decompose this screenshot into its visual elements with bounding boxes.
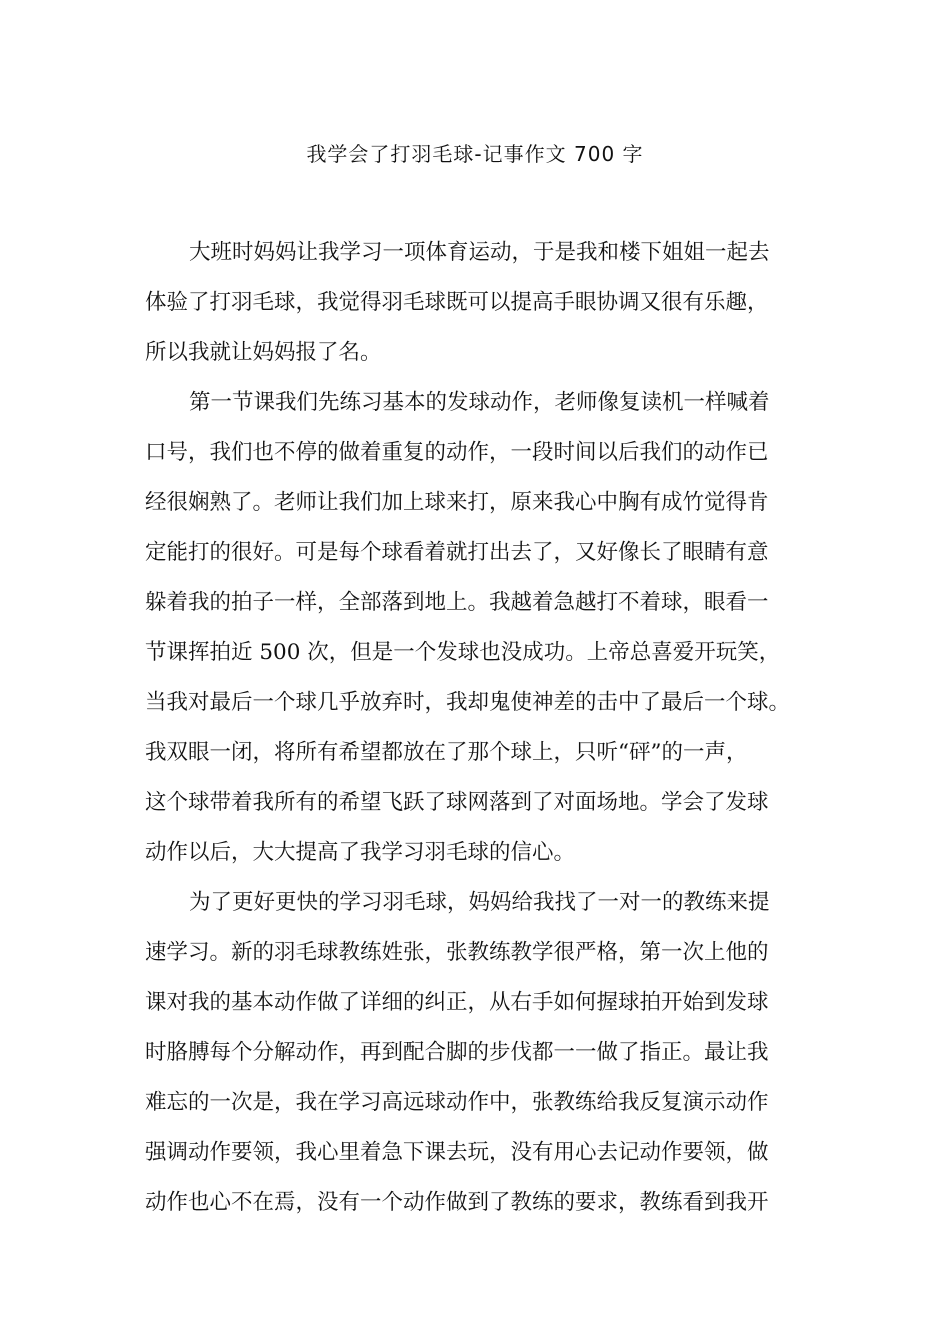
text-line: 为了更好更快的学习羽毛球，妈妈给我找了一对一的教练来提	[189, 890, 770, 915]
text-line: 时胳膊每个分解动作，再到配合脚的步伐都一一做了指正。最让我	[145, 1040, 769, 1065]
text-line: 强调动作要领，我心里着急下课去玩，没有用心去记动作要领，做	[145, 1140, 769, 1165]
text-line: 大班时妈妈让我学习一项体育运动，于是我和楼下姐姐一起去	[189, 240, 770, 265]
text-line: 难忘的一次是，我在学习高远球动作中，张教练给我反复演示动作	[145, 1090, 769, 1115]
text-line: 动作也心不在焉，没有一个动作做到了教练的要求，教练看到我开	[145, 1190, 769, 1215]
text-line: 口号，我们也不停的做着重复的动作，一段时间以后我们的动作已	[145, 440, 769, 465]
text-line: 定能打的很好。可是每个球看着就打出去了，又好像长了眼睛有意	[145, 540, 769, 565]
text-line: 躲着我的拍子一样，全部落到地上。我越着急越打不着球，眼看一	[145, 590, 769, 615]
text-line: 经很娴熟了。老师让我们加上球来打，原来我心中胸有成竹觉得肯	[145, 490, 769, 515]
text-line: 课对我的基本动作做了详细的纠正，从右手如何握球拍开始到发球	[145, 990, 769, 1015]
text-line: 我双眼一闭，将所有希望都放在了那个球上，只听“砰”的一声，	[145, 740, 748, 765]
text-line: 节课挥拍近 500 次，但是一个发球也没成功。上帝总喜爱开玩笑，	[145, 640, 781, 665]
text-line: 动作以后，大大提高了我学习羽毛球的信心。	[145, 840, 576, 865]
text-line: 所以我就让妈妈报了名。	[145, 340, 382, 365]
text-line: 当我对最后一个球几乎放弃时，我却鬼使神差的击中了最后一个球。	[145, 690, 791, 715]
document-title: 我学会了打羽毛球-记事作文 700 字	[306, 142, 644, 166]
text-line: 第一节课我们先练习基本的发球动作，老师像复读机一样喊着	[189, 390, 770, 415]
text-line: 速学习。新的羽毛球教练姓张，张教练教学很严格，第一次上他的	[145, 940, 769, 965]
text-line: 这个球带着我所有的希望飞跃了球网落到了对面场地。学会了发球	[145, 790, 769, 815]
text-line: 体验了打羽毛球，我觉得羽毛球既可以提高手眼协调又很有乐趣，	[145, 290, 769, 315]
